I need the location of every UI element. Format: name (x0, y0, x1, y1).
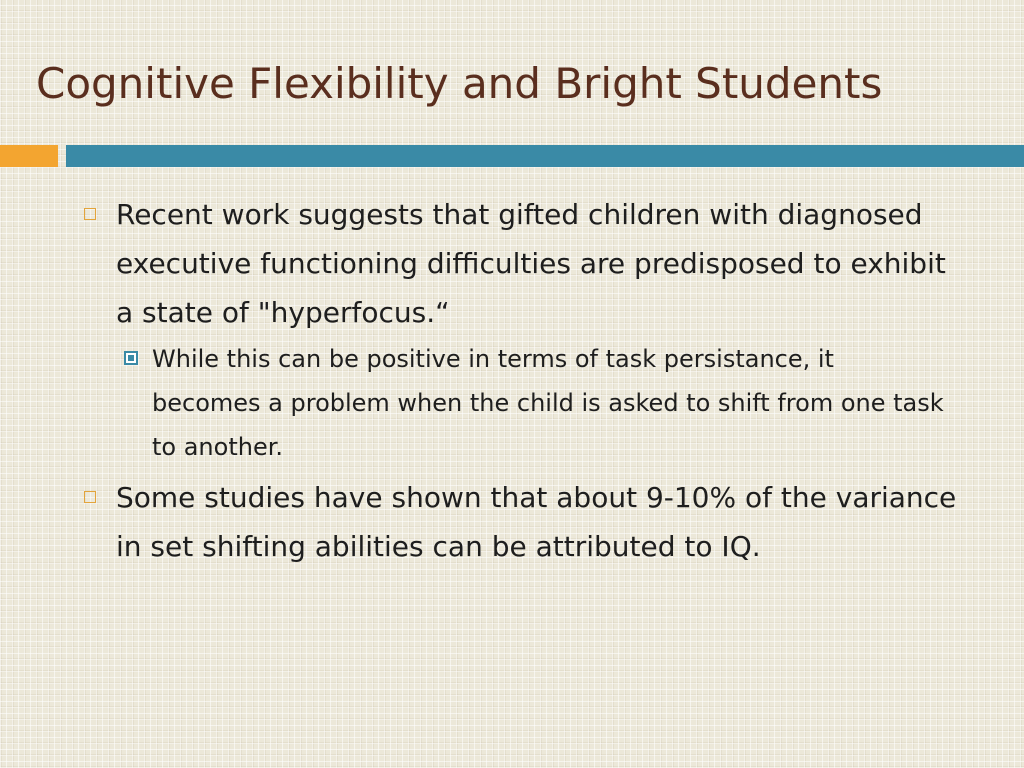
bullet-item (80, 473, 958, 571)
sub-bullet-item (80, 337, 944, 469)
hollow-square-bullet-icon (84, 208, 96, 220)
hollow-square-bullet-icon (84, 491, 96, 503)
bullet-text: Recent work suggests that gifted children with diagnosed executive functioning difficulties are predisposed to exhibit a state of "hyperfocus.“ (116, 198, 946, 329)
slide-title: Cognitive Flexibility and Bright Students (36, 59, 883, 108)
sub-bullet-text: While this can be positive in terms of task persistance, it becomes a problem when the child is asked to shift from one task to another. (152, 345, 944, 461)
bullet-text: Some studies have shown that about 9-10% of the variance in set shifting abilities can be attributed to IQ. (116, 481, 957, 563)
bullet-item (80, 190, 958, 337)
accent-bar-teal (66, 145, 1024, 167)
square-bullet-icon (124, 351, 138, 365)
slide-content (80, 190, 980, 571)
accent-bar-orange (0, 145, 58, 167)
